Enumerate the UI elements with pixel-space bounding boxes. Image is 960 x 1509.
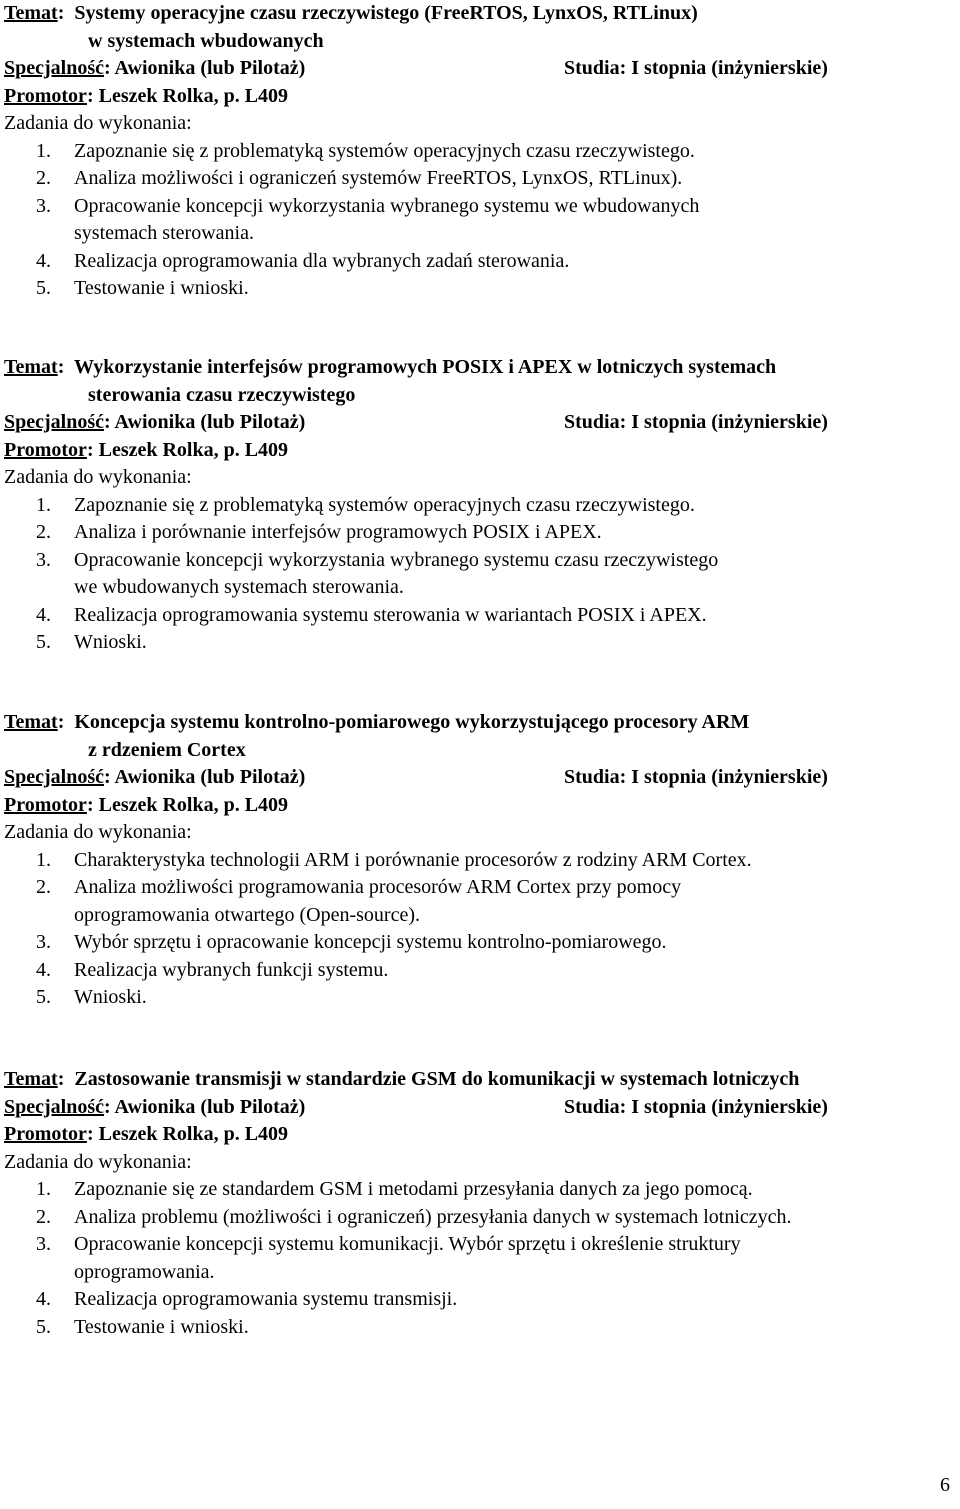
task-item-continuation: oprogramowania. (74, 1260, 215, 1283)
studies-level: Studia: I stopnia (inżynierskie) (564, 411, 828, 433)
specialty-value: : Awionika (lub Pilotaż) (104, 766, 306, 788)
task-item: 1. Zapoznanie się ze standardem GSM i metodami przesyłania danych za jego pomocą. (36, 1178, 753, 1200)
topic-title: Temat: Koncepcja systemu kontrolno-pomiarowego wykorzystującego procesory ARM (4, 711, 750, 733)
promoter-label: Promotor (4, 1123, 87, 1145)
promoter-value: : Leszek Rolka, p. L409 (86, 438, 289, 461)
tasks-heading: Zadania do wykonania: (4, 821, 192, 843)
title-line-2: w systemach wbudowanych (88, 29, 324, 52)
specialty-value: : Awionika (lub Pilotaż) (104, 411, 306, 433)
task-item: 4. Realizacja wybranych funkcji systemu. (36, 958, 389, 981)
promoter-label: Promotor (4, 438, 87, 461)
specialty-label: Specjalność (4, 57, 104, 79)
task-item-continuation: oprogramowania otwartego (Open-source). (74, 903, 420, 926)
task-item: 4. Realizacja oprogramowania systemu sterowania w wariantach POSIX i APEX. (36, 603, 707, 626)
promoter-value: : Leszek Rolka, p. L409 (86, 84, 289, 107)
title-line-1: Wykorzystanie interfejsów programowych POSIX i APEX w lotniczych systemach (74, 356, 777, 378)
promoter-row (4, 437, 954, 465)
title-line-2: z rdzeniem Cortex (88, 738, 246, 761)
tasks-heading: Zadania do wykonania: (4, 1150, 192, 1173)
temat-label: Temat (4, 2, 58, 24)
task-item: 2. Analiza możliwości i ograniczeń systemów FreeRTOS, LynxOS, RTLinux). (36, 167, 683, 189)
specialty-value: : Awionika (lub Pilotaż) (104, 1095, 306, 1118)
topic-4 (4, 1066, 954, 1341)
specialty-label: Specjalność (4, 411, 104, 433)
title-line-2: sterowania czasu rzeczywistego (88, 383, 356, 406)
topic-title: Temat: Systemy operacyjne czasu rzeczywistego (FreeRTOS, LynxOS, RTLinux) (4, 2, 698, 24)
page-number: 6 (940, 1474, 950, 1496)
specialty-label: Specjalność (4, 766, 104, 788)
promoter-value: : Leszek Rolka, p. L409 (86, 1123, 289, 1145)
task-item: 3. Opracowanie koncepcji wykorzystania wybranego systemu we wbudowanych (36, 194, 700, 217)
task-item: 3. Wybór sprzętu i opracowanie koncepcji systemu kontrolno-pomiarowego. (36, 931, 667, 953)
task-item: 5. Testowanie i wnioski. (36, 1315, 249, 1338)
task-item: 2. Analiza możliwości programowania procesorów ARM Cortex przy pomocy (36, 876, 682, 898)
task-item-continuation: we wbudowanych systemach sterowania. (74, 576, 404, 598)
specialty-row (4, 409, 954, 437)
title-line-1: Systemy operacyjne czasu rzeczywistego (FreeRTOS, LynxOS, RTLinux) (74, 2, 698, 24)
topic-title: Temat: Zastosowanie transmisji w standardzie GSM do komunikacji w systemach lotniczych (4, 1068, 800, 1090)
tasks-heading: Zadania do wykonania: (4, 112, 192, 134)
task-item: 4. Realizacja oprogramowania systemu transmisji. (36, 1288, 458, 1310)
temat-label: Temat (4, 711, 58, 733)
specialty-value: : Awionika (lub Pilotaż) (104, 57, 306, 79)
title-line-1: Koncepcja systemu kontrolno-pomiarowego wykorzystującego procesory ARM (74, 711, 750, 733)
promoter-row (4, 83, 954, 111)
task-item: 3. Opracowanie koncepcji wykorzystania wybranego systemu czasu rzeczywistego (36, 548, 719, 571)
task-item: 5. Wnioski. (36, 631, 147, 653)
studies-level: Studia: I stopnia (inżynierskie) (564, 57, 828, 79)
topic-title: Temat: Wykorzystanie interfejsów programowych POSIX i APEX w lotniczych systemach (4, 356, 777, 378)
studies-level: Studia: I stopnia (inżynierskie) (564, 766, 828, 788)
task-item: 5. Wnioski. (36, 986, 147, 1008)
task-item: 2. Analiza problemu (możliwości i ograniczeń) przesyłania danych w systemach lotniczych. (36, 1205, 792, 1228)
specialty-row (4, 55, 954, 83)
temat-label: Temat (4, 356, 58, 378)
topic-2 (4, 354, 954, 657)
promoter-label: Promotor (4, 793, 87, 816)
task-item: 3. Opracowanie koncepcji systemu komunikacji. Wybór sprzętu i określenie struktury (36, 1233, 741, 1255)
task-item: 5. Testowanie i wnioski. (36, 277, 249, 299)
topic-1 (4, 0, 954, 303)
title-line-1: Zastosowanie transmisji w standardzie GSM do komunikacji w systemach lotniczych (74, 1068, 800, 1090)
specialty-label: Specjalność (4, 1095, 104, 1118)
promoter-row (4, 1121, 954, 1149)
task-item: 1. Zapoznanie się z problematyką systemów operacyjnych czasu rzeczywistego. (36, 493, 695, 516)
specialty-row (4, 764, 954, 792)
tasks-heading: Zadania do wykonania: (4, 466, 192, 488)
topic-3 (4, 709, 954, 1012)
task-item: 1. Zapoznanie się z problematyką systemów operacyjnych czasu rzeczywistego. (36, 139, 695, 162)
studies-level: Studia: I stopnia (inżynierskie) (564, 1095, 828, 1118)
task-item-continuation: systemach sterowania. (74, 222, 254, 244)
promoter-row (4, 792, 954, 820)
promoter-label: Promotor (4, 84, 87, 107)
task-item: 1. Charakterystyka technologii ARM i porównanie procesorów z rodziny ARM Cortex. (36, 848, 752, 871)
specialty-row (4, 1094, 954, 1122)
temat-label: Temat (4, 1068, 58, 1090)
task-item: 2. Analiza i porównanie interfejsów programowych POSIX i APEX. (36, 521, 602, 543)
task-item: 4. Realizacja oprogramowania dla wybranych zadań sterowania. (36, 249, 570, 272)
promoter-value: : Leszek Rolka, p. L409 (86, 793, 289, 816)
